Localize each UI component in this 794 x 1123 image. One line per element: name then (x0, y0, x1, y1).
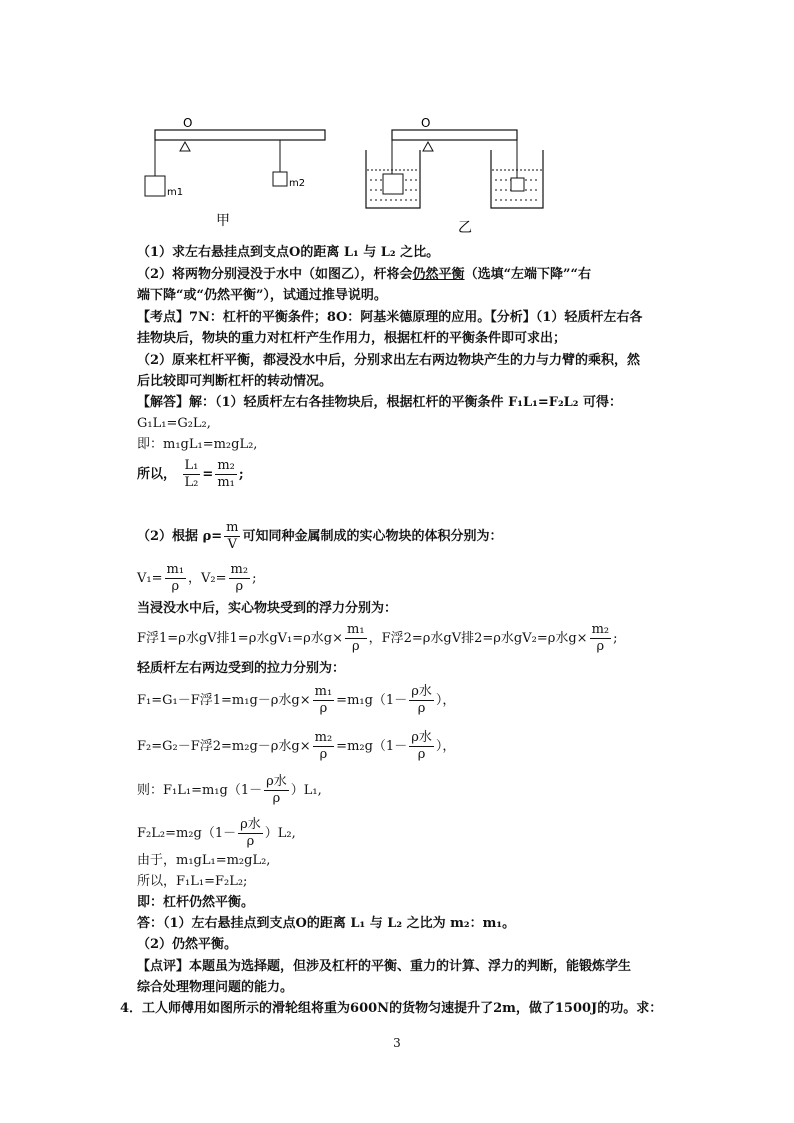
mass-label-left: m1 (167, 187, 184, 198)
fulcrum-right (423, 142, 433, 151)
mass-label-right: m2 (289, 178, 306, 189)
eq-2: 即：m₁gL₁=m₂gL₂, (137, 437, 258, 452)
buoy-intro: 当浸没水中后，实心物块受到的浮力分别为： (137, 601, 398, 616)
ze2-eq: F₂L₂=m₂g（1－ $\frac{\text{ρ水}}{\rho}$ ）L₂, (137, 817, 296, 849)
question-2-cont: 端下降“或“仍然平衡”），试通过推导说明。 (137, 288, 387, 303)
dianping-2: 综合处理物理问题的能力。 (137, 980, 294, 995)
fenxi-2: （2）原来杠杆平衡，都浸没水中后，分别求出左右两边物块产生的力与力臂的乘积，然 (137, 353, 641, 368)
f1-eq: F₁=G₁－F浮1=m₁g－ρ水g× $\frac{\text{m₁}}{\rho}$ =m₁g（1－ $\frac{\text{ρ水}}{\rho}$ ）， (137, 684, 456, 716)
submerged-block-right (511, 178, 524, 191)
fenxi-3: 后比较即可判断杠杆的转动情况。 (137, 374, 333, 389)
lever-bar-right (392, 130, 517, 140)
pull-intro: 轻质杆左右两边受到的拉力分别为： (137, 661, 346, 676)
youyu: 由于，m₁gL₁=m₂gL₂, (137, 853, 271, 868)
suoyi-2: 所以，F₁L₁=F₂L₂; (137, 874, 248, 889)
ze-eq: 则：F₁L₁=m₁g（1－ $\frac{\text{ρ水}}{\rho}$ ）L₁, (137, 774, 322, 806)
pivot-label-right: O (421, 116, 431, 130)
density-line: （2）根据 ρ= $\frac{m}{V}$ 可知同种金属制成的实心物块的体积分别为： (137, 520, 503, 552)
pivot-label-left: O (183, 116, 193, 130)
answer-blank: 仍然平衡 (412, 267, 465, 282)
question-2: （2）将两物分别浸没于水中（如图乙），杆将会仍然平衡（选填“左端下降”“右 (137, 267, 591, 282)
lever-figure (0, 0, 794, 240)
caption-left: 甲 (216, 213, 230, 229)
ratio-line: 所以， $\frac{\text{L₁}}{\text{L₂}}$ = $\frac{\text{m₂}}{\text{m₁}}$ ; (137, 458, 244, 490)
next-question: 4．工人师傅用如图所示的滑轮组将重为600N的货物匀速提升了2m，做了1500J的功。求： (120, 1001, 663, 1016)
question-1: （1）求左右悬挂点到支点O的距离 L₁ 与 L₂ 之比。 (137, 245, 440, 260)
kaodian-2: 挂物块后，物块的重力对杠杆产生作用力，根据杠杆的平衡条件即可求出； (137, 331, 567, 346)
ji: 即：杠杆仍然平衡。 (137, 895, 255, 910)
dianping: 【点评】本题虽为选择题，但涉及杠杆的平衡、重力的计算、浮力的判断，能锻炼学生 (137, 959, 632, 974)
fulcrum-left (180, 142, 190, 151)
mass-block-right (273, 172, 287, 186)
caption-right: 乙 (458, 220, 472, 236)
jieda: 【解答】解：（1）轻质杆左右各挂物块后，根据杠杆的平衡条件 F₁L₁=F₂L₂ 可得： (137, 395, 623, 410)
eq-1: G₁L₁=G₂L₂, (137, 416, 211, 431)
submerged-block-left (383, 174, 403, 194)
lever-bar-left (155, 130, 325, 140)
buoy-eq: F浮1=ρ水gV排1=ρ水gV₁=ρ水g× $\frac{\text{m₁}}{\rho}$ ，F浮2=ρ水gV排2=ρ水gV₂=ρ水g× $\frac{\text{m₂}}{\rho}$ ; (137, 622, 618, 654)
mass-block-left (145, 176, 165, 196)
da: 答：（1）左右悬挂点到支点O的距离 L₁ 与 L₂ 之比为 m₂：m₁。 (137, 916, 516, 931)
f2-eq: F₂=G₂－F浮2=m₂g－ρ水g× $\frac{\text{m₂}}{\rho}$ =m₂g（1－ $\frac{\text{ρ水}}{\rho}$ ）， (137, 730, 456, 762)
page-number: 3 (393, 1036, 401, 1050)
da-2: （2）仍然平衡。 (137, 937, 238, 952)
volume-line: V₁= $\frac{\text{m₁}}{\rho}$ ，V₂= $\frac{\text{m₂}}{\rho}$ ; (137, 562, 257, 594)
kaodian: 【考点】7N：杠杆的平衡条件；8O：阿基米德原理的应用。【分析】（1）轻质杆左右各 (137, 310, 643, 325)
